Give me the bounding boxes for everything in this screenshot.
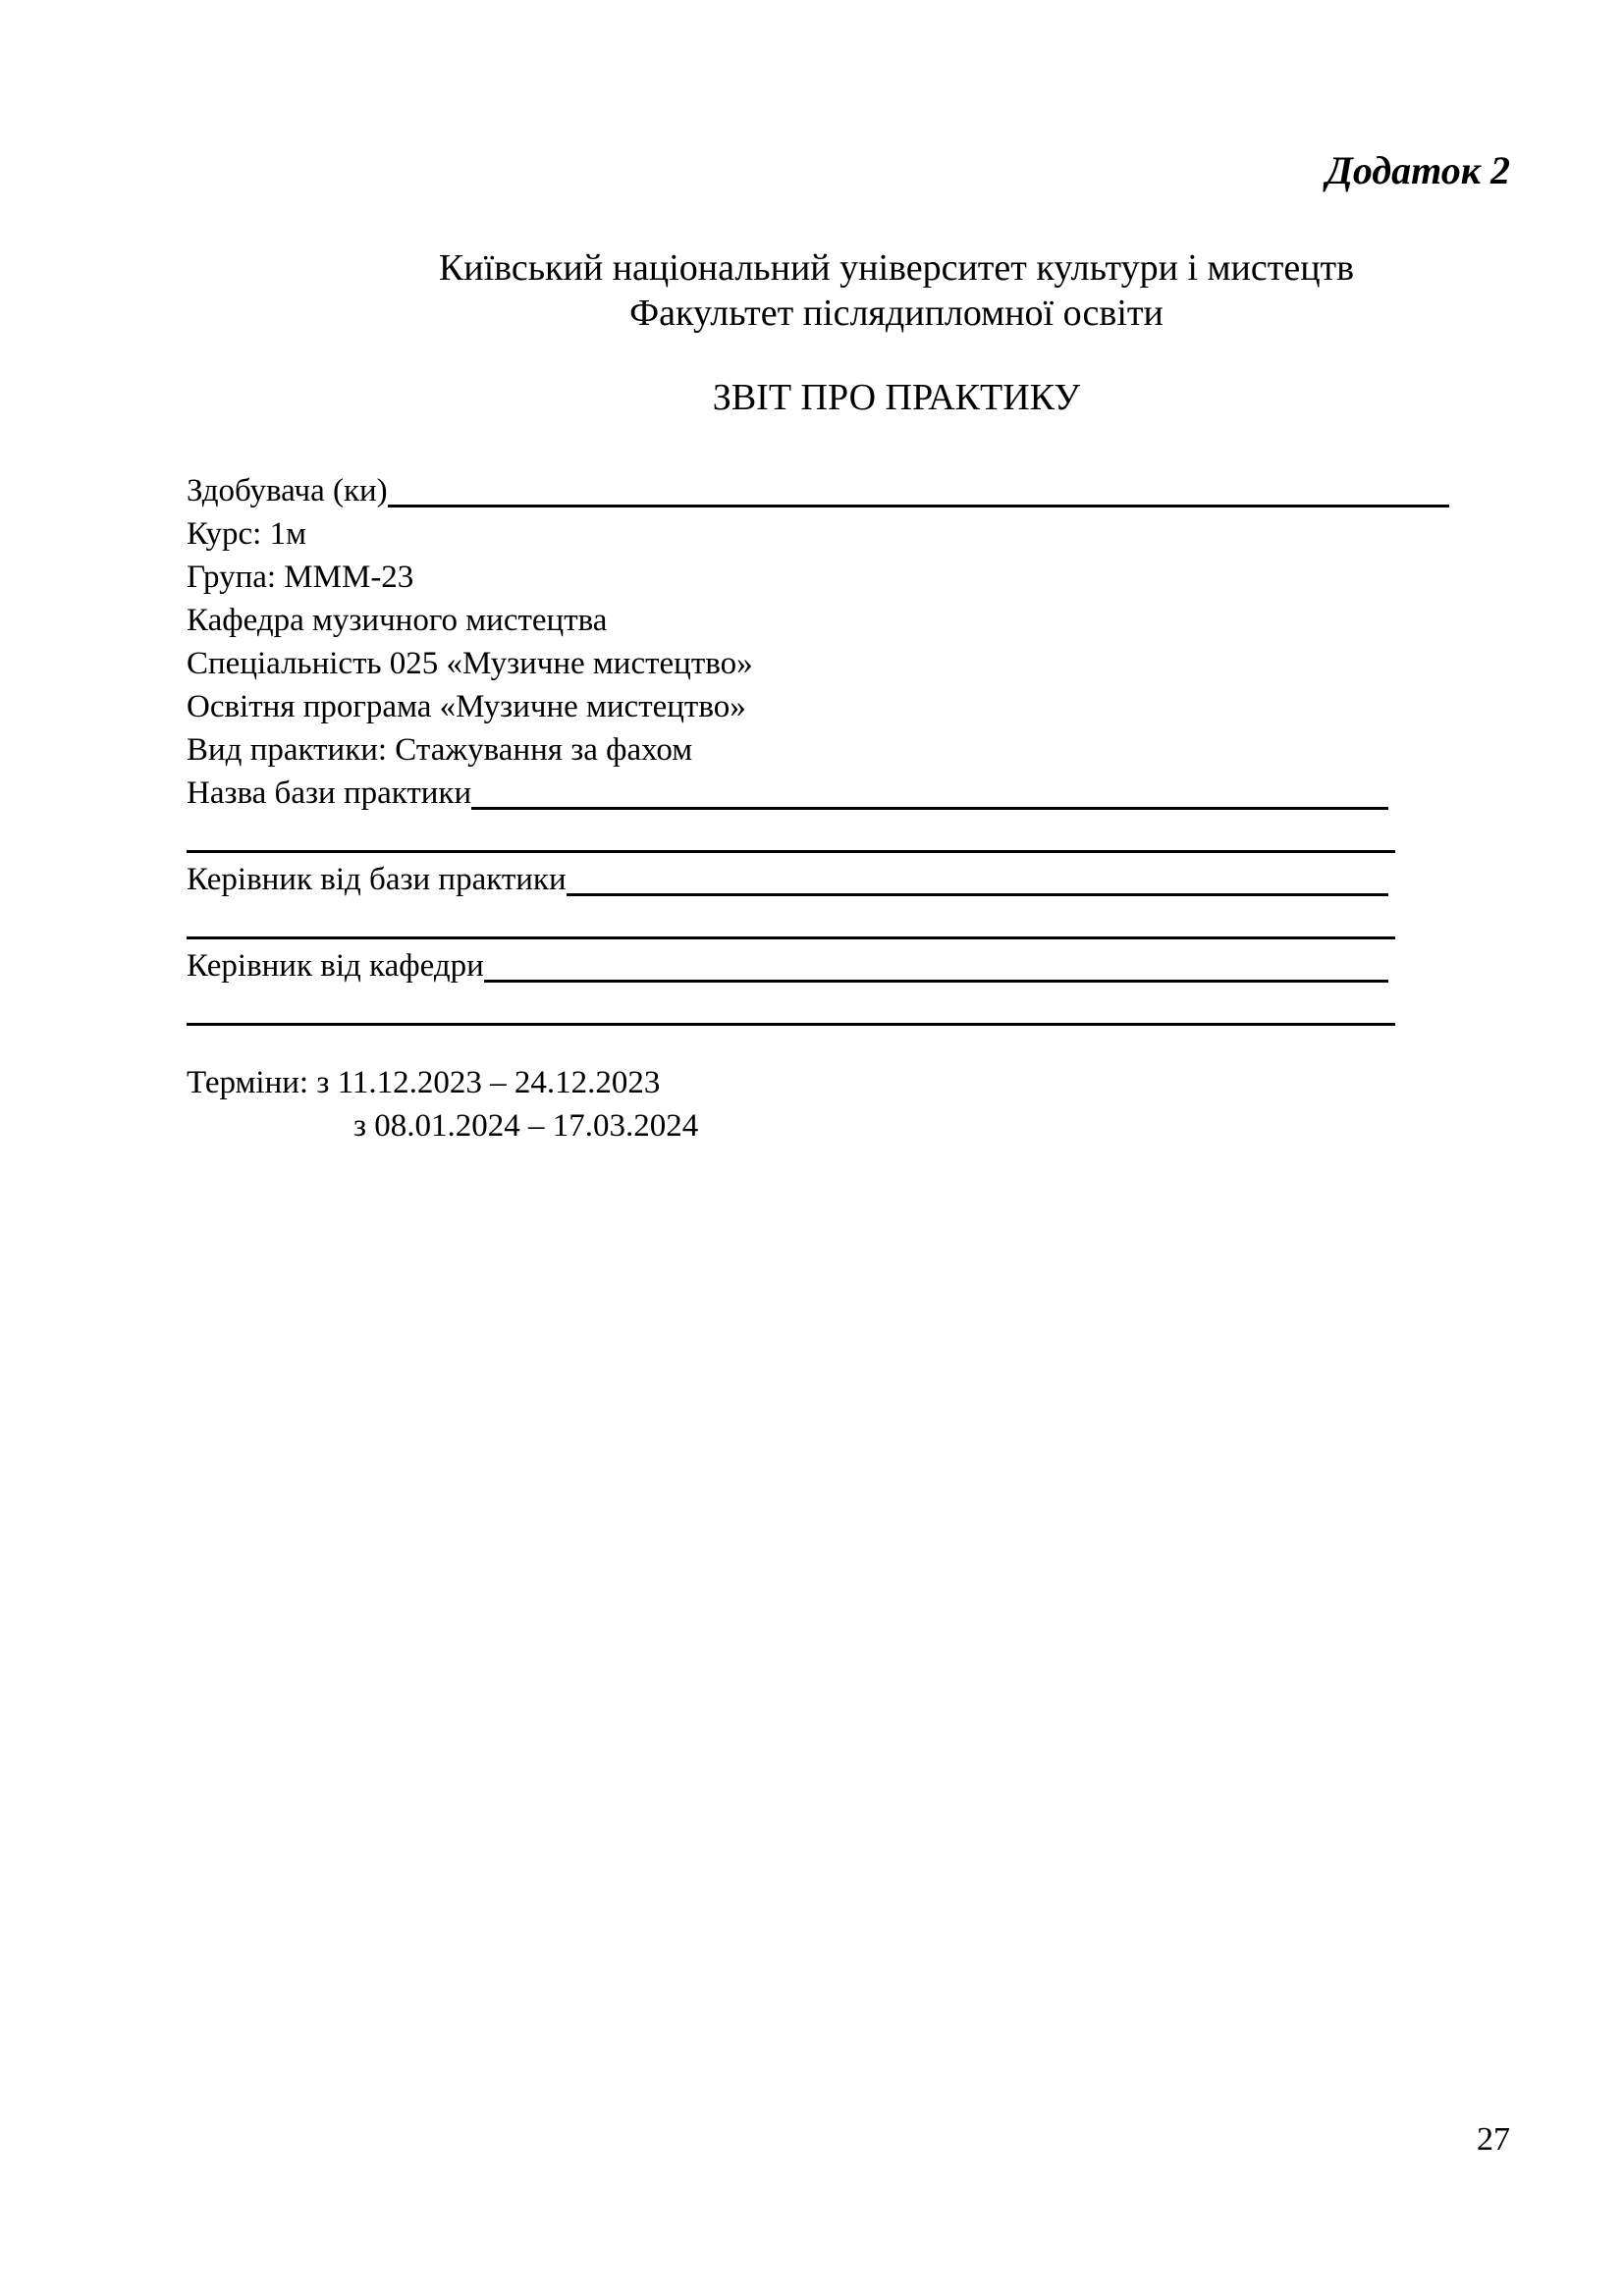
form-block: [187, 469, 1449, 1026]
university-name: Київський національний університет культури і мистецтв: [438, 247, 1355, 289]
education-program-line: Освітня програма «Музичне мистецтво»: [187, 689, 746, 724]
base-supervisor-row: [187, 858, 1449, 901]
practice-base-field-label: Назва бази практики: [187, 775, 472, 811]
base-supervisor-field-label: Керівник від бази практики: [187, 862, 567, 897]
department-line: Кафедра музичного мистецтва: [187, 603, 608, 638]
group-line: Група: МММ-23: [187, 560, 414, 595]
specialty-line: Спеціальність 025 «Музичне мистецтво»: [187, 646, 753, 681]
practice-type-line: Вид практики: Стажування за фахом: [187, 732, 693, 768]
practice-base-blank-line-2: [187, 815, 1395, 853]
report-title: ЗВІТ ПРО ПРАКТИКУ: [712, 377, 1081, 418]
dept-supervisor-blank-line-2: [187, 988, 1395, 1026]
student-name-row: [187, 469, 1449, 512]
practice-base-row: [187, 772, 1449, 815]
dept-supervisor-blank-line: [484, 944, 1388, 983]
base-supervisor-blank-line: [567, 858, 1388, 896]
practice-base-blank-line: [471, 772, 1388, 810]
appendix-label: Додаток 2: [1326, 148, 1510, 192]
dept-supervisor-row: [187, 944, 1449, 988]
dept-supervisor-field-label: Керівник від кафедри: [187, 948, 484, 984]
terms-line-1: Терміни: з 11.12.2023 – 24.12.2023: [187, 1065, 661, 1100]
faculty-name: Факультет післядипломної освіти: [629, 293, 1164, 334]
terms-block: [187, 1061, 1624, 1148]
terms-line-2: з 08.01.2024 – 17.03.2024: [353, 1108, 699, 1144]
page-number: 27: [1477, 2121, 1510, 2158]
base-supervisor-blank-line-2: [187, 901, 1395, 939]
heading-block: [185, 147, 1608, 420]
student-name-blank-line: [388, 469, 1449, 507]
course-line: Курс: 1м: [187, 516, 306, 552]
student-name-field-label: Здобувача (ки): [187, 473, 388, 508]
